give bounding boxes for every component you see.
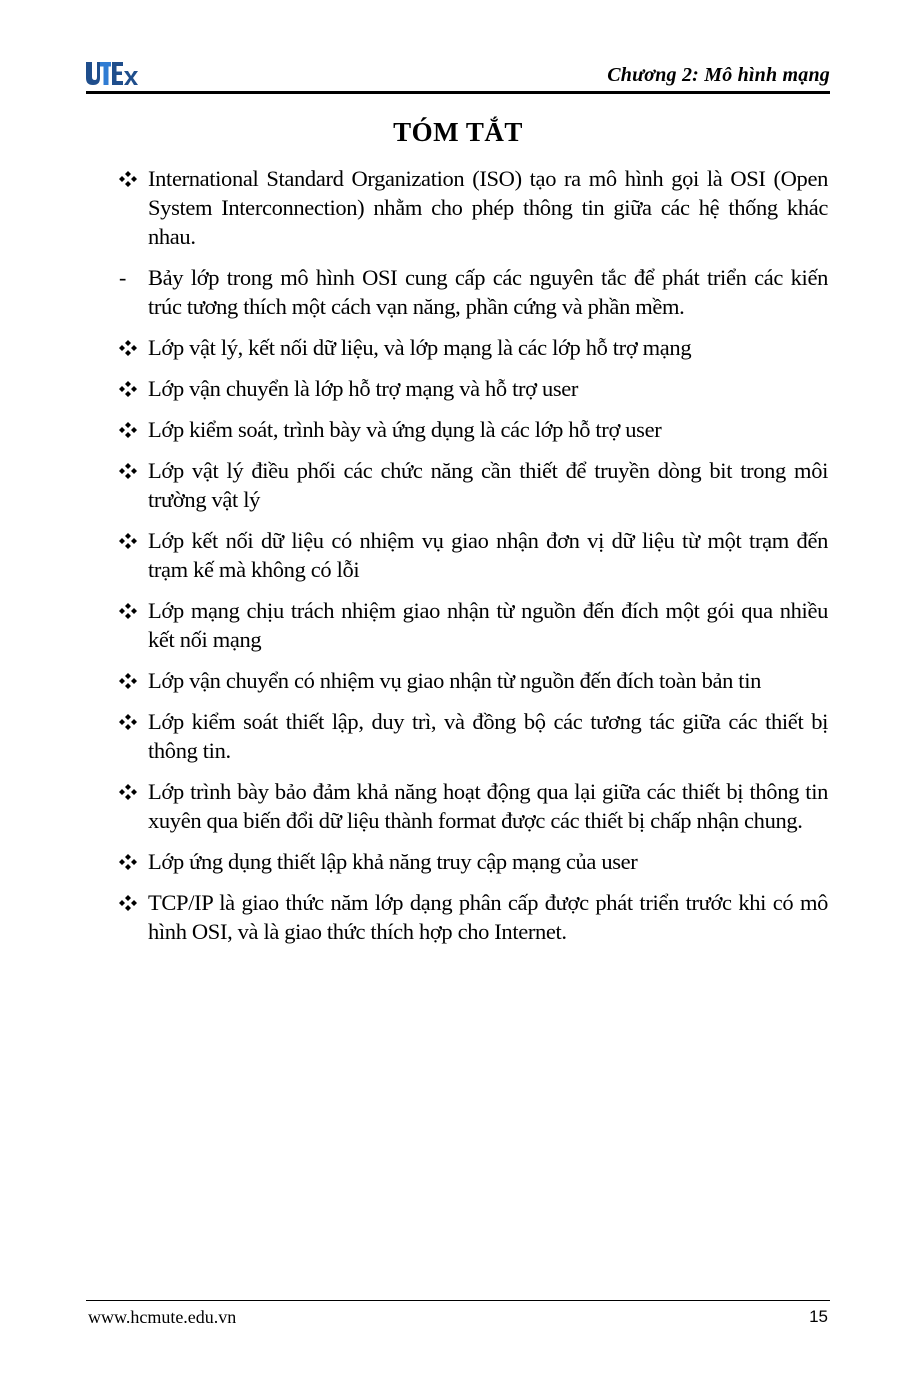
summary-item [118,333,828,362]
summary-text: Lớp vật lý điều phối các chức năng cần thiết để truyền dòng bit trong môi trường vật lý [148,458,828,512]
summary-item [118,847,828,876]
summary-text: Lớp vận chuyển có nhiệm vụ giao nhận từ nguồn đến đích toàn bản tin [148,668,761,693]
summary-text: TCP/IP là giao thức năm lớp dạng phân cấp được phát triển trước khi có mô hình OSI, và là giao thức thích hợp cho Internet. [148,890,828,944]
summary-text: Lớp kiểm soát, trình bày và ứng dụng là các lớp hỗ trợ user [148,417,662,442]
chapter-title: Chương 2: Mô hình mạng [607,64,830,86]
summary-text: Lớp ứng dụng thiết lập khả năng truy cập mạng của user [148,849,638,874]
footer-divider [86,1300,830,1301]
diamond-bullet-icon [118,666,144,695]
diamond-bullet-icon [118,415,144,444]
page-number: 15 [809,1307,828,1326]
page-title: TÓM TẮT [393,117,523,147]
summary-text: Lớp mạng chịu trách nhiệm giao nhận từ nguồn đến đích một gói qua nhiều kết nối mạng [148,598,828,652]
summary-item [118,374,828,403]
page-header [86,56,830,92]
summary-text: Lớp trình bày bảo đảm khả năng hoạt động qua lại giữa các thiết bị thông tin xuyên qua biến đổi dữ liệu thành format được các thiết bị chấp nhận chung. [148,779,828,833]
diamond-bullet-icon [118,333,144,362]
diamond-bullet-icon [118,526,144,555]
summary-text: Bảy lớp trong mô hình OSI cung cấp các nguyên tắc để phát triển các kiến trúc tương thích một cách vạn năng, phần cứng và phần mềm. [148,265,828,319]
summary-text: International Standard Organization (ISO) tạo ra mô hình gọi là OSI (Open System Interconnection) nhằm cho phép thông tin giữa các hệ thống khác nhau. [148,166,828,249]
summary-item [118,526,828,584]
summary-text: Lớp kiểm soát thiết lập, duy trì, và đồng bộ các tương tác giữa các thiết bị thông tin. [148,709,828,763]
diamond-bullet-icon [118,164,144,193]
diamond-bullet-icon [118,707,144,736]
diamond-bullet-icon [118,374,144,403]
summary-item [118,456,828,514]
summary-item [118,164,828,251]
summary-item [118,777,828,835]
summary-item [118,596,828,654]
header-divider [86,91,830,94]
footer-url: www.hcmute.edu.vn [88,1307,237,1327]
summary-item [118,415,828,444]
diamond-bullet-icon [118,456,144,485]
summary-list [118,164,828,958]
summary-item [118,707,828,765]
diamond-bullet-icon [118,847,144,876]
summary-item [118,888,828,946]
diamond-bullet-icon [118,596,144,625]
summary-text: Lớp kết nối dữ liệu có nhiệm vụ giao nhận đơn vị dữ liệu từ một trạm đến trạm kế mà không có lỗi [148,528,828,582]
summary-item [118,666,828,695]
summary-text: Lớp vận chuyển là lớp hỗ trợ mạng và hỗ trợ user [148,376,579,401]
summary-text: Lớp vật lý, kết nối dữ liệu, và lớp mạng là các lớp hỗ trợ mạng [148,335,692,360]
summary-item [118,263,828,321]
utex-logo-icon [86,60,142,86]
dash-bullet: - [119,265,127,290]
utex-logo [86,58,142,86]
diamond-bullet-icon [118,777,144,806]
diamond-bullet-icon [118,888,144,917]
